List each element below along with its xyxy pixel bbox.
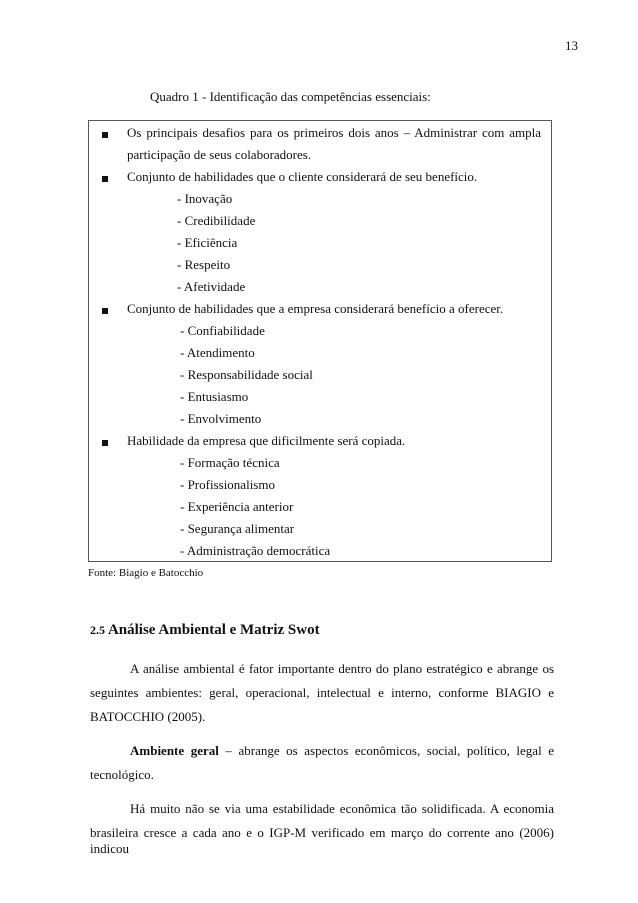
list-item: - Profissionalismo (180, 477, 275, 492)
bullet-icon (102, 176, 108, 182)
competencies-box (88, 120, 552, 562)
term-definition: – abrange os aspectos econômicos, social, político, legal e (218, 743, 555, 758)
list-item: - Afetividade (177, 279, 246, 294)
source-note: Fonte: Biagio e Batocchio (88, 567, 204, 579)
list-item: - Respeito (177, 257, 231, 272)
paragraph-line: A análise ambiental é fator importante dentro do plano estratégico e abrange os (130, 661, 554, 676)
bullet-icon (102, 308, 108, 314)
list-item: - Credibilidade (177, 213, 256, 228)
section-number: 2.5 (90, 623, 105, 637)
table-caption: Quadro 1 - Identificação das competências essenciais: (150, 89, 431, 104)
list-item: - Eficiência (177, 235, 238, 250)
list-item: - Experiência anterior (180, 499, 294, 514)
paragraph-line: Há muito não se via uma estabilidade econômica tão solidificada. A economia (130, 801, 554, 816)
bullet-text: Conjunto de habilidades que o cliente considerará de seu benefício. (127, 169, 478, 184)
list-item: - Confiabilidade (180, 323, 265, 338)
list-item: - Formação técnica (180, 455, 280, 470)
bullet-icon (102, 132, 108, 138)
bullet-text: Habilidade da empresa que dificilmente será copiada. (127, 433, 406, 448)
list-item: - Inovação (177, 191, 233, 206)
bullet-text-continued: participação de seus colaboradores. (127, 147, 312, 162)
section-heading (90, 622, 320, 639)
section-title: Análise Ambiental e Matriz Swot (107, 622, 320, 638)
list-item: - Atendimento (180, 345, 255, 360)
list-item: - Entusiasmo (180, 389, 249, 404)
paragraph-line: tecnológico. (90, 767, 154, 782)
paragraph-line: brasileira cresce a cada ano e o IGP-M verificado em março do corrente ano (2006) indicou (90, 825, 554, 856)
bullet-text: Conjunto de habilidades que a empresa considerará benefício a oferecer. (127, 301, 504, 316)
term-bold: Ambiente geral (130, 743, 219, 758)
list-item: - Responsabilidade social (180, 367, 313, 382)
bullet-icon (102, 440, 108, 446)
page-number: 13 (565, 38, 578, 53)
paragraph-line: seguintes ambientes: geral, operacional, intelectual e interno, conforme BIAGIO e (90, 685, 554, 700)
list-item: - Administração democrática (180, 543, 331, 558)
list-item: - Envolvimento (180, 411, 262, 426)
list-item: - Segurança alimentar (180, 521, 295, 536)
paragraph-line: BATOCCHIO (2005). (90, 709, 206, 724)
paragraph-line (130, 743, 554, 759)
bullet-text: Os principais desafios para os primeiros dois anos – Administrar com ampla (127, 125, 541, 140)
